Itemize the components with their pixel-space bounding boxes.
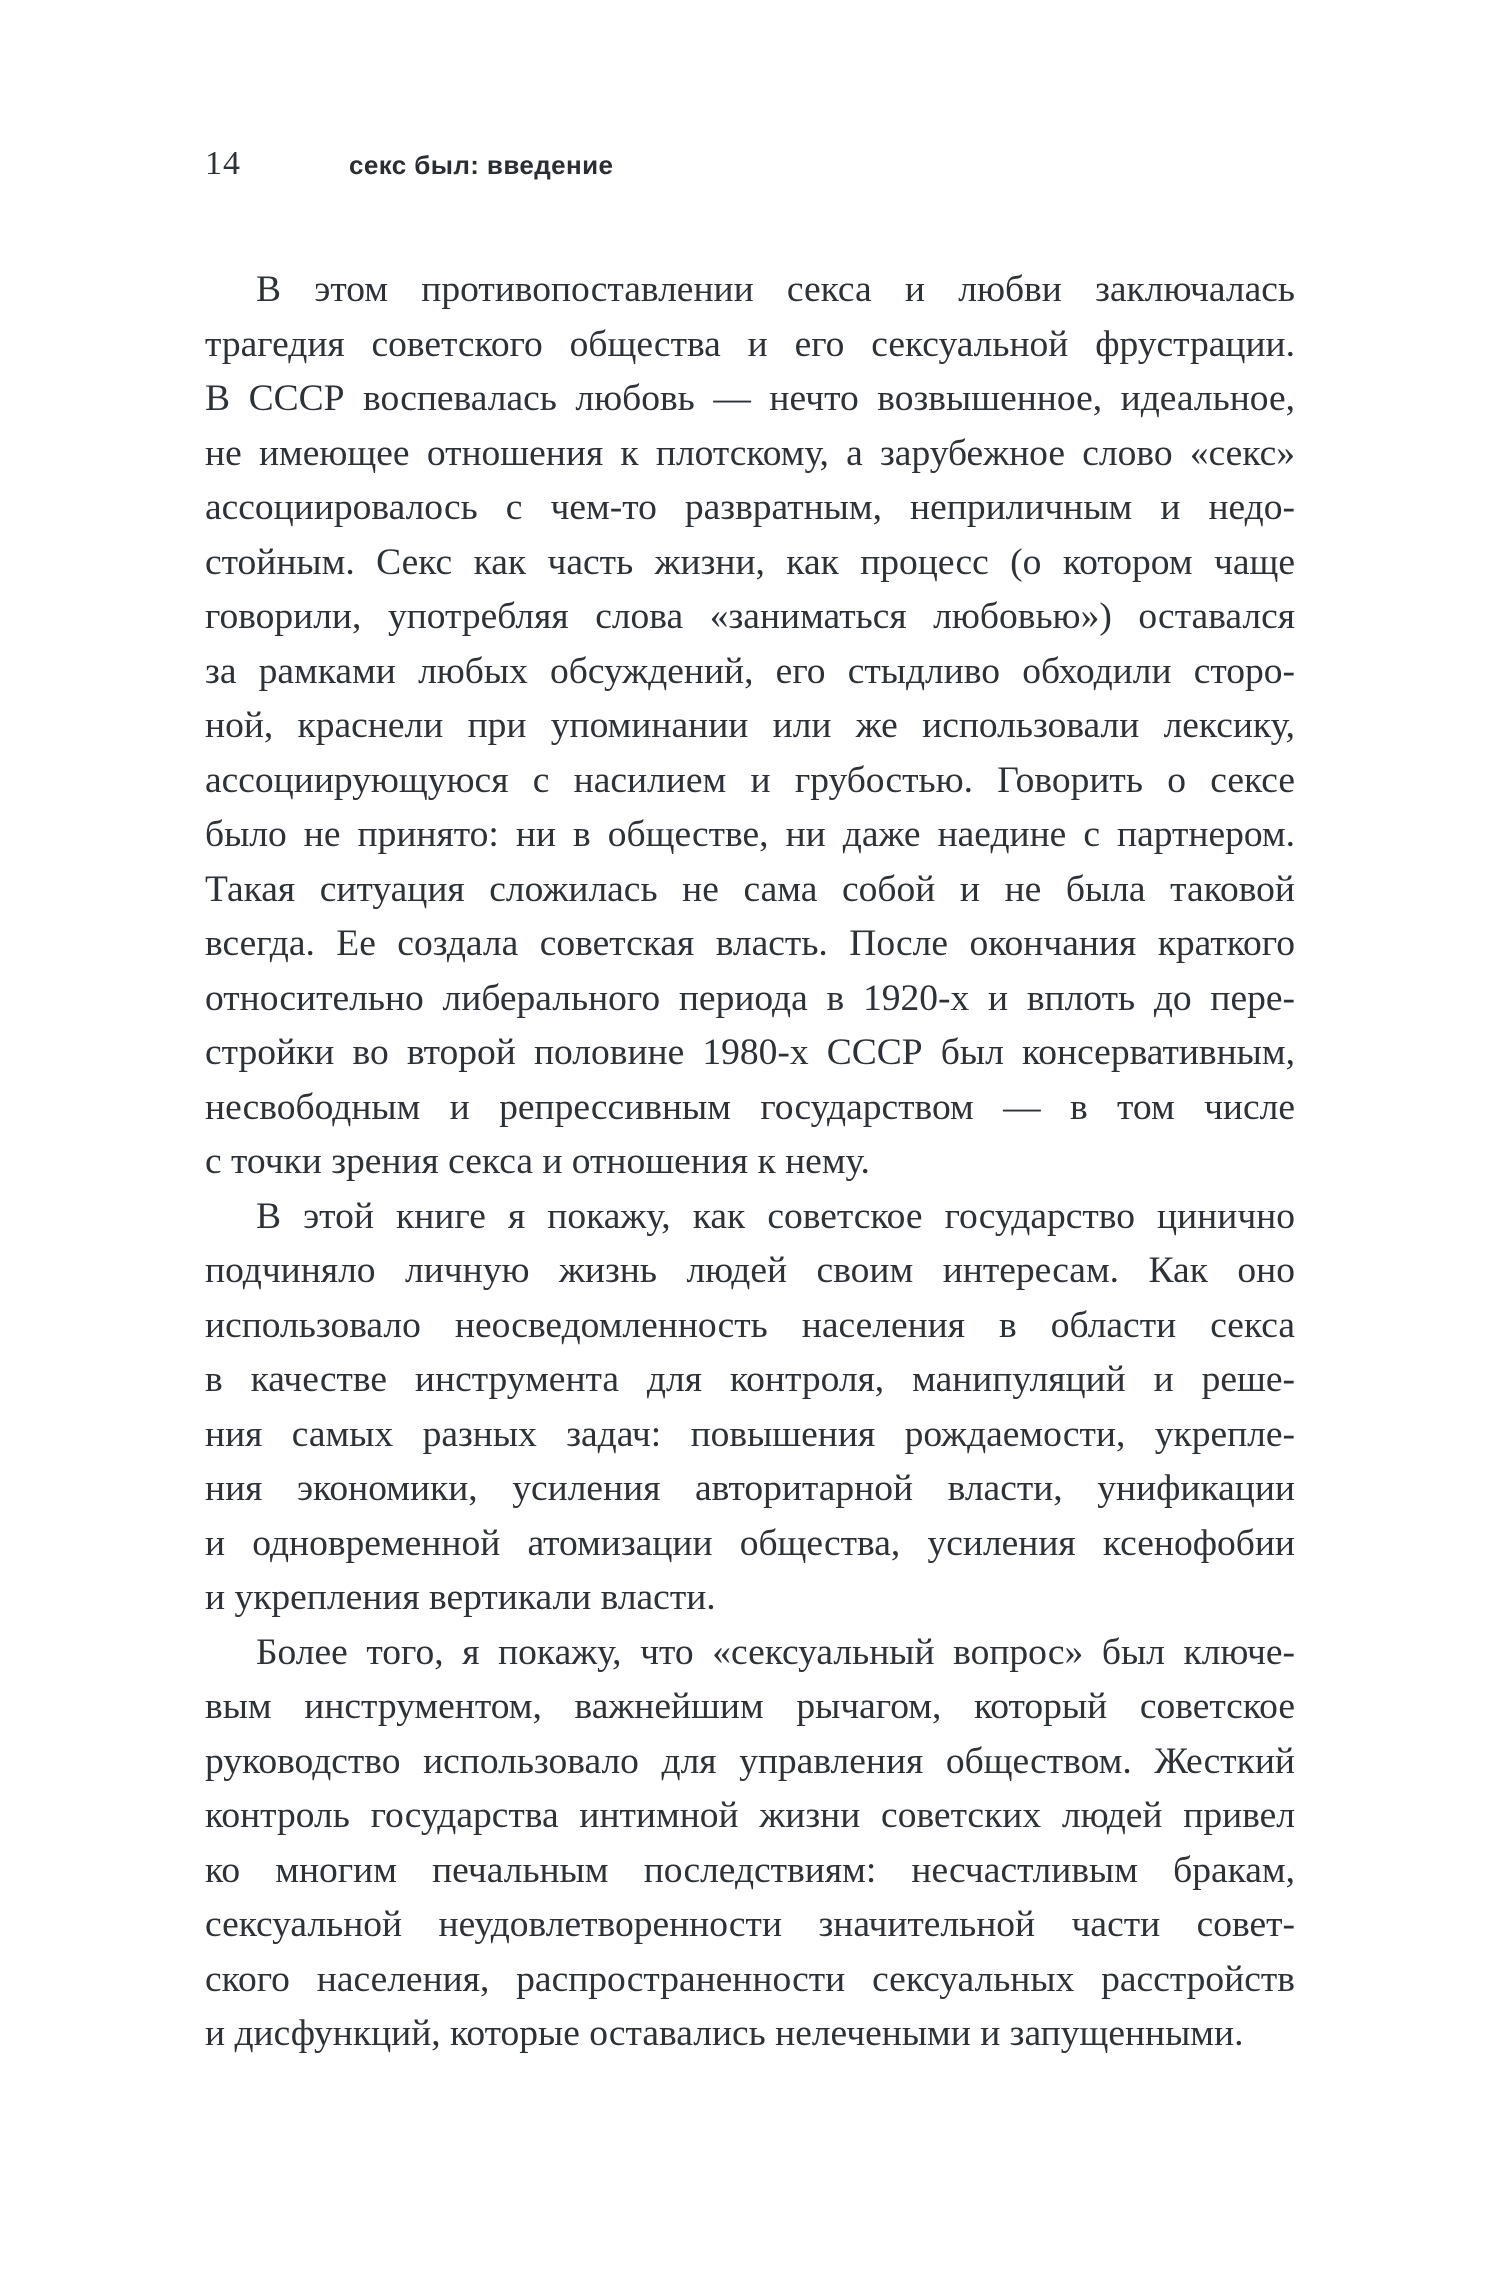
- text-line: В СССР воспевалась любовь — нечто возвышенное, идеальное,: [205, 378, 1295, 419]
- text-line: В этой книге я покажу, как советское государство цинично: [256, 1195, 1295, 1237]
- text-line: ко многим печальным последствиям: несчастливым бракам,: [205, 1849, 1295, 1891]
- text-line: Более того, я покажу, что «сексуальный вопрос» был ключе-: [256, 1631, 1295, 1673]
- running-head: [205, 144, 1295, 183]
- text-line: ния экономики, усиления авторитарной власти, унификации: [205, 1468, 1295, 1509]
- running-title: секс был: введение: [349, 150, 614, 180]
- text-line: с точки зрения секса и отношения к нему.: [205, 1141, 870, 1182]
- text-line: трагедия советского общества и его сексуальной фрустрации.: [205, 323, 1295, 365]
- text-line: стойным. Секс как часть жизни, как процесс (о котором чаще: [205, 541, 1295, 583]
- text-line: сексуальной неудовлетворенности значительной части совет-: [205, 1904, 1295, 1945]
- text-line: не имеющее отношения к плотскому, а зарубежное слово «секс»: [205, 432, 1295, 474]
- page-number: 14: [205, 145, 241, 182]
- page-body-text: [205, 263, 1295, 2062]
- text-line: использовало неосведомленность населения в области секса: [205, 1304, 1295, 1346]
- text-line: и дисфункций, которые оставались нелечеными и запущенными.: [205, 2013, 1244, 2054]
- text-line: ского населения, распространенности сексуальных расстройств: [205, 1958, 1295, 2000]
- text-line: руководство использовало для управления обществом. Жесткий: [205, 1740, 1295, 1782]
- text-line: вым инструментом, важнейшим рычагом, который советское: [205, 1686, 1295, 1727]
- text-line: стройки во второй половине 1980-х СССР был консервативным,: [205, 1032, 1295, 1073]
- text-line: В этом противопоставлении секса и любви заключалась: [256, 269, 1295, 310]
- text-line: в качестве инструмента для контроля, манипуляций и реше-: [205, 1359, 1295, 1400]
- text-line: ной, краснели при упоминании или же использовали лексику,: [205, 705, 1295, 746]
- text-line: несвободным и репрессивным государством — в том числе: [205, 1086, 1295, 1128]
- text-line: говорили, употребляя слова «заниматься любовью») оставался: [205, 596, 1295, 637]
- text-line: контроль государства интимной жизни советских людей привел: [205, 1795, 1295, 1836]
- text-line: и одновременной атомизации общества, усиления ксенофобии: [205, 1522, 1295, 1564]
- paragraph: [205, 1190, 1295, 1626]
- text-line: ассоциирующуюся с насилием и грубостью. Говорить о сексе: [205, 759, 1295, 801]
- text-line: всегда. Ее создала советская власть. После окончания краткого: [205, 923, 1295, 964]
- text-line: относительно либерального периода в 1920-х и вплоть до пере-: [205, 977, 1295, 1019]
- text-line: подчиняло личную жизнь людей своим интересам. Как оно: [205, 1250, 1295, 1291]
- paragraph: [205, 263, 1295, 1190]
- text-line: Такая ситуация сложилась не сама собой и не была таковой: [205, 868, 1295, 910]
- text-line: было не принято: ни в обществе, ни даже наедине с партнером.: [205, 814, 1295, 855]
- paragraph: [205, 1626, 1295, 2062]
- text-line: ния самых разных задач: повышения рождаемости, укрепле-: [205, 1413, 1295, 1455]
- text-line: за рамками любых обсуждений, его стыдливо обходили сторо-: [205, 650, 1295, 692]
- text-line: ассоциировалось с чем-то развратным, неприличным и недо-: [205, 487, 1295, 528]
- text-line: и укрепления вертикали власти.: [205, 1577, 716, 1618]
